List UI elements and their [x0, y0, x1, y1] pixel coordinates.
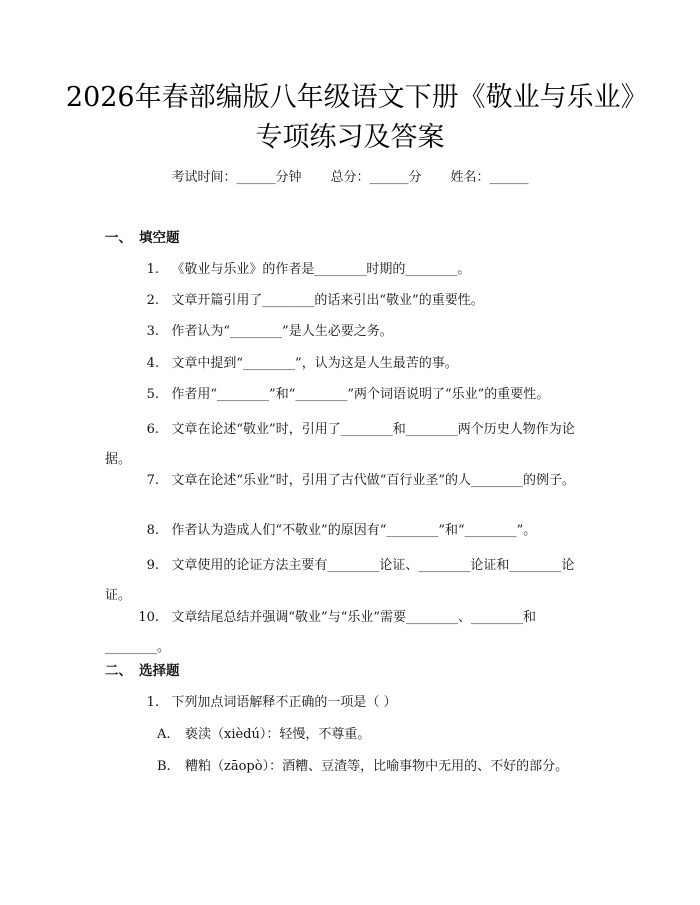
question-text: 作者认为造成人们“不敬业”的原因有“________”和“________”。 [171, 523, 537, 538]
question-text: 下列加点词语解释不正确的一项是（ ） [171, 695, 397, 710]
option-letter: A. [157, 727, 171, 742]
question-number: 7. [146, 473, 159, 488]
question-text: 《敬业与乐业》的作者是________时期的________。 [171, 262, 471, 277]
question-number: 5. [146, 387, 159, 402]
option-text: 亵渎（xièdú）：轻慢，不尊重。 [185, 727, 371, 742]
choice-option-a [157, 726, 370, 744]
question-item [105, 286, 585, 316]
question-item [105, 380, 585, 410]
question-text: 文章在论述“敬业”时，引用了________和________两个历史人物作为论据。 [105, 422, 575, 467]
question-text: 作者认为“________”是人生必要之务。 [171, 324, 393, 339]
question-number: 4. [146, 356, 159, 371]
section-heading-multiple-choice [105, 662, 180, 680]
exam-time-field: 考试时间：______分钟 [171, 170, 302, 185]
question-text: 文章使用的论证方法主要有________论证、________论证和________论证。 [105, 558, 575, 603]
section-heading-fill-in [105, 229, 180, 247]
question-text: 文章中提到“________”，认为这是人生最苦的事。 [171, 356, 458, 371]
question-text: 作者用“________”和“________”两个词语说明了“乐业”的重要性。 [171, 387, 550, 402]
question-item [105, 516, 585, 546]
question-item [105, 255, 585, 285]
section-number: 二、 [105, 663, 132, 679]
option-text: 糟粕（zāopò）：酒糟、豆渣等，比喻事物中无用的、不好的部分。 [185, 759, 569, 774]
question-item [105, 551, 585, 611]
total-score-field: 总分：______分 [330, 170, 422, 185]
option-letter: B. [157, 759, 171, 774]
question-number: 9. [146, 558, 159, 573]
question-number: 3. [146, 324, 159, 339]
question-number: 6. [146, 422, 159, 437]
question-item [105, 349, 585, 379]
question-number: 1. [146, 262, 159, 277]
question-text: 文章在论述“乐业”时，引用了古代做“百行业圣”的人________的例子。 [171, 473, 575, 488]
question-item [105, 317, 585, 347]
student-name-field: 姓名：______ [450, 170, 529, 185]
question-number: 8. [146, 523, 159, 538]
question-item [105, 603, 585, 663]
document-title: 2026年春部编版八年级语文下册《敬业与乐业》专项练习及答案 [65, 82, 635, 153]
question-number: 1. [146, 695, 159, 710]
question-item [105, 466, 585, 496]
section-title: 选择题 [139, 663, 180, 679]
exam-meta-line [0, 169, 700, 187]
question-item [105, 688, 585, 718]
question-number: 2. [146, 293, 159, 308]
question-text: 文章结尾总结并强调“敬业”与“乐业”需要________、________和________。 [105, 610, 536, 655]
question-text: 文章开篇引用了________的话来引出“敬业”的重要性。 [171, 293, 484, 308]
section-title: 填空题 [139, 230, 180, 246]
choice-option-b [157, 758, 568, 776]
section-number: 一、 [105, 230, 132, 246]
question-number: 10. [138, 610, 159, 625]
